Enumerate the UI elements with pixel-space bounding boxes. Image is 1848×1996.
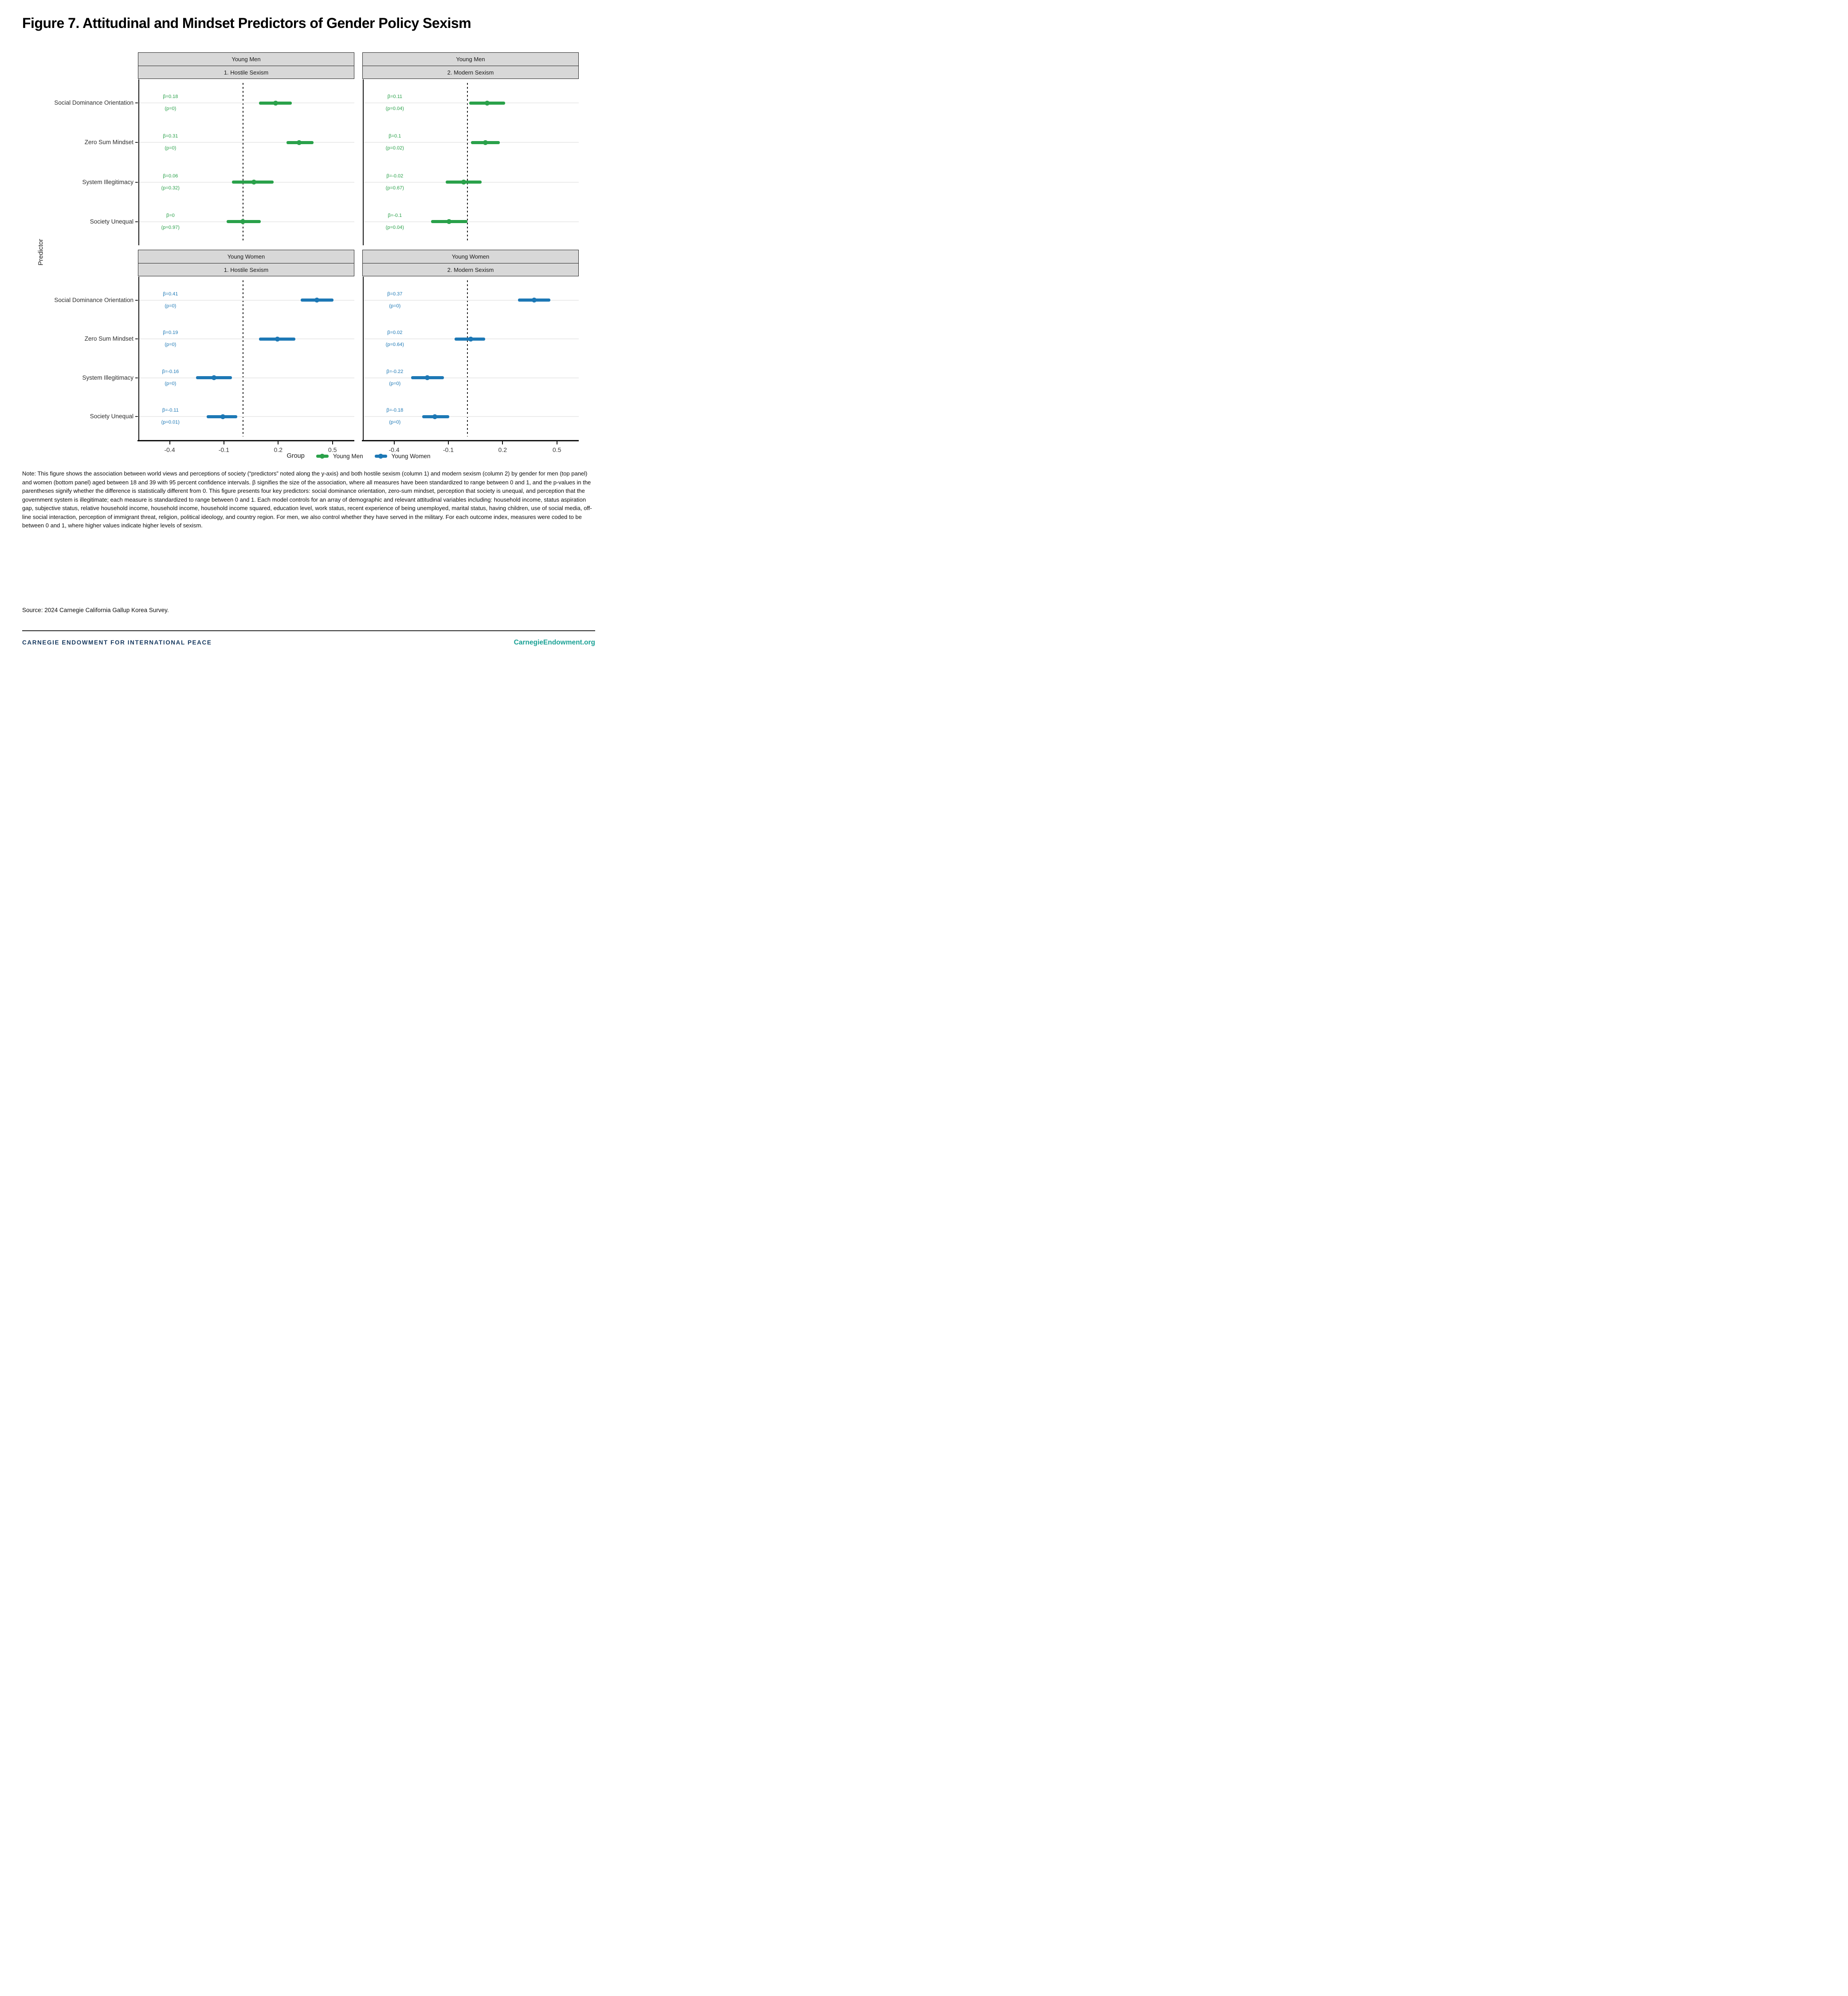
point-estimate-dot [432, 414, 437, 419]
zero-reference-line [467, 83, 468, 242]
p-value-label: (p=0.04) [385, 106, 404, 112]
p-value-label: (p=0.02) [385, 145, 404, 151]
footer-org-name: CARNEGIE ENDOWMENT FOR INTERNATIONAL PEACE [22, 639, 212, 646]
y-tick [135, 300, 138, 301]
beta-label: β=0.06 [163, 173, 178, 179]
x-tick [502, 441, 503, 444]
gridline [364, 221, 579, 222]
beta-label: β=0.02 [387, 330, 403, 336]
beta-label: β=-0.1 [388, 212, 402, 218]
predictor-label: System Illegitimacy [82, 374, 133, 381]
p-value-label: (p=0.97) [161, 224, 180, 230]
p-value-label: (p=0) [165, 381, 177, 386]
young-women-key-icon [375, 453, 387, 459]
p-value-label: (p=0.32) [161, 185, 180, 191]
y-tick [135, 221, 138, 222]
point-estimate-dot [468, 337, 473, 342]
y-axis-title: Predictor [37, 239, 45, 266]
footer-divider [22, 630, 595, 631]
predictor-label: System Illegitimacy [82, 178, 133, 185]
young-women-key-dot [378, 454, 383, 459]
gridline [139, 102, 354, 103]
legend-item-young-men [316, 453, 363, 460]
panel-body [138, 277, 354, 440]
facet-strip-group: Young Women [362, 250, 579, 263]
gridline [139, 338, 354, 339]
zero-reference-line [467, 280, 468, 436]
facet-strip-outcome: 2. Modern Sexism [362, 66, 579, 79]
legend-label-young-women: Young Women [391, 452, 431, 460]
gridline [364, 377, 579, 378]
young-men-key-dot [320, 454, 325, 459]
point-estimate-dot [461, 180, 466, 185]
p-value-label: (p=0.64) [385, 342, 404, 348]
point-estimate-dot [425, 375, 430, 380]
young-men-key-icon [316, 453, 329, 459]
beta-label: β=0.37 [387, 291, 403, 297]
predictor-label: Social Dominance Orientation [54, 99, 133, 106]
beta-label: β=-0.11 [162, 408, 179, 413]
gridline [139, 142, 354, 143]
point-estimate-dot [314, 298, 319, 303]
y-tick [135, 182, 138, 183]
legend-item-young-women [375, 453, 431, 460]
y-tick [135, 377, 138, 378]
legend [138, 449, 579, 463]
source-text: Source: 2024 Carnegie California Gallup Korea Survey. [22, 607, 169, 613]
gridline [139, 377, 354, 378]
x-tick [278, 441, 279, 444]
point-estimate-dot [485, 101, 490, 106]
x-tick-label: -0.1 [443, 446, 454, 453]
p-value-label: (p=0) [389, 381, 401, 386]
beta-label: β=-0.18 [386, 408, 404, 413]
footer-website-link[interactable]: CarnegieEndowment.org [514, 639, 595, 646]
x-tick [332, 441, 333, 444]
predictor-label: Society Unequal [90, 413, 133, 420]
p-value-label: (p=0) [165, 303, 177, 309]
beta-label: β=0 [166, 212, 175, 218]
x-tick-label: 0.2 [274, 446, 283, 453]
predictor-label: Zero Sum Mindset [84, 335, 133, 342]
facet-strip-outcome: 1. Hostile Sexism [138, 263, 354, 276]
beta-label: β=0.11 [387, 94, 402, 100]
x-tick-label: 0.2 [498, 446, 507, 453]
gridline [139, 416, 354, 417]
p-value-label: (p=0) [165, 106, 177, 112]
gridline [364, 416, 579, 417]
beta-label: β=-0.16 [162, 369, 179, 374]
point-estimate-dot [251, 180, 256, 185]
x-tick [169, 441, 170, 444]
point-estimate-dot [273, 101, 278, 106]
facet-strip-outcome: 1. Hostile Sexism [138, 66, 354, 79]
point-estimate-dot [532, 298, 537, 303]
footer [22, 639, 595, 647]
legend-title: Group [286, 452, 305, 460]
legend-label-young-men: Young Men [333, 452, 363, 460]
p-value-label: (p=0.04) [385, 224, 404, 230]
point-estimate-dot [297, 140, 302, 145]
x-tick [394, 441, 395, 444]
beta-label: β=-0.22 [386, 369, 404, 374]
x-tick [448, 441, 449, 444]
beta-label: β=0.31 [163, 134, 178, 139]
panel-body [363, 277, 579, 440]
facet-strip-group: Young Women [138, 250, 354, 263]
x-tick-label: -0.4 [388, 446, 400, 453]
y-tick [135, 416, 138, 417]
y-tick [135, 102, 138, 103]
p-value-label: (p=0) [389, 303, 401, 309]
panel-body [363, 79, 579, 245]
note-text: Note: This figure shows the association between world views and perceptions of society (“predictors” noted along the y-axis) and both hostile sexism (column 1) and modern sexism (column 2) by gender for men (top panel) and women (bottom panel) aged between 18 and 39 with 95 percent confidence intervals. β signifies the size of the association, where all measures have been standardized to range between 0 and 1, and the p-values in the parentheses signify whether the difference is statistically different from 0. This figure presents four key predictors: social dominance orientation, zero-sum mindset, perception that society is unequal, and perception that the government system is illegitimate; each measure is standardized to range between 0 and 1. Each model controls for an array of demographic and relevant attitudinal variables including: household income, status aspiration gap, subjective status, relative household income, household income, household income squared, education level, work status, recent experience of being unemployed, marital status, having children, use of social media, off-line social interaction, perception of immigrant threat, religion, political ideology, and country region. For men, we also control whether they have served in the military. For each outcome index, measures were coded to be between 0 and 1, where higher values indicate higher levels of sexism. [22, 470, 592, 529]
point-estimate-dot [483, 140, 488, 145]
beta-label: β=-0.02 [386, 173, 404, 179]
beta-label: β=0.1 [388, 134, 401, 139]
point-estimate-dot [447, 219, 451, 224]
predictor-label: Zero Sum Mindset [84, 139, 133, 146]
facet-strip-group: Young Men [138, 52, 354, 66]
y-tick [135, 338, 138, 339]
facet-strip-outcome: 2. Modern Sexism [362, 263, 579, 276]
y-tick [135, 142, 138, 143]
point-estimate-dot [240, 219, 245, 224]
x-tick-label: 0.5 [552, 446, 561, 453]
x-tick-label: 0.5 [328, 446, 337, 453]
x-tick-label: -0.4 [164, 446, 175, 453]
x-tick-label: -0.1 [218, 446, 229, 453]
figure-title: Figure 7. Attitudinal and Mindset Predictors of Gender Policy Sexism [22, 15, 471, 31]
point-estimate-dot [275, 337, 280, 342]
page [0, 0, 616, 665]
predictor-label: Social Dominance Orientation [54, 296, 133, 303]
facet-strip-group: Young Men [362, 52, 579, 66]
p-value-label: (p=0) [165, 145, 177, 151]
point-estimate-dot [220, 414, 225, 419]
p-value-label: (p=0.01) [161, 420, 180, 425]
predictor-label: Society Unequal [90, 218, 133, 225]
p-value-label: (p=0) [389, 420, 401, 425]
point-estimate-dot [212, 375, 216, 380]
beta-label: β=0.18 [163, 94, 178, 100]
panel-body [138, 79, 354, 245]
p-value-label: (p=0) [165, 342, 177, 348]
beta-label: β=0.19 [163, 330, 178, 336]
beta-label: β=0.41 [163, 291, 178, 297]
p-value-label: (p=0.67) [385, 185, 404, 191]
